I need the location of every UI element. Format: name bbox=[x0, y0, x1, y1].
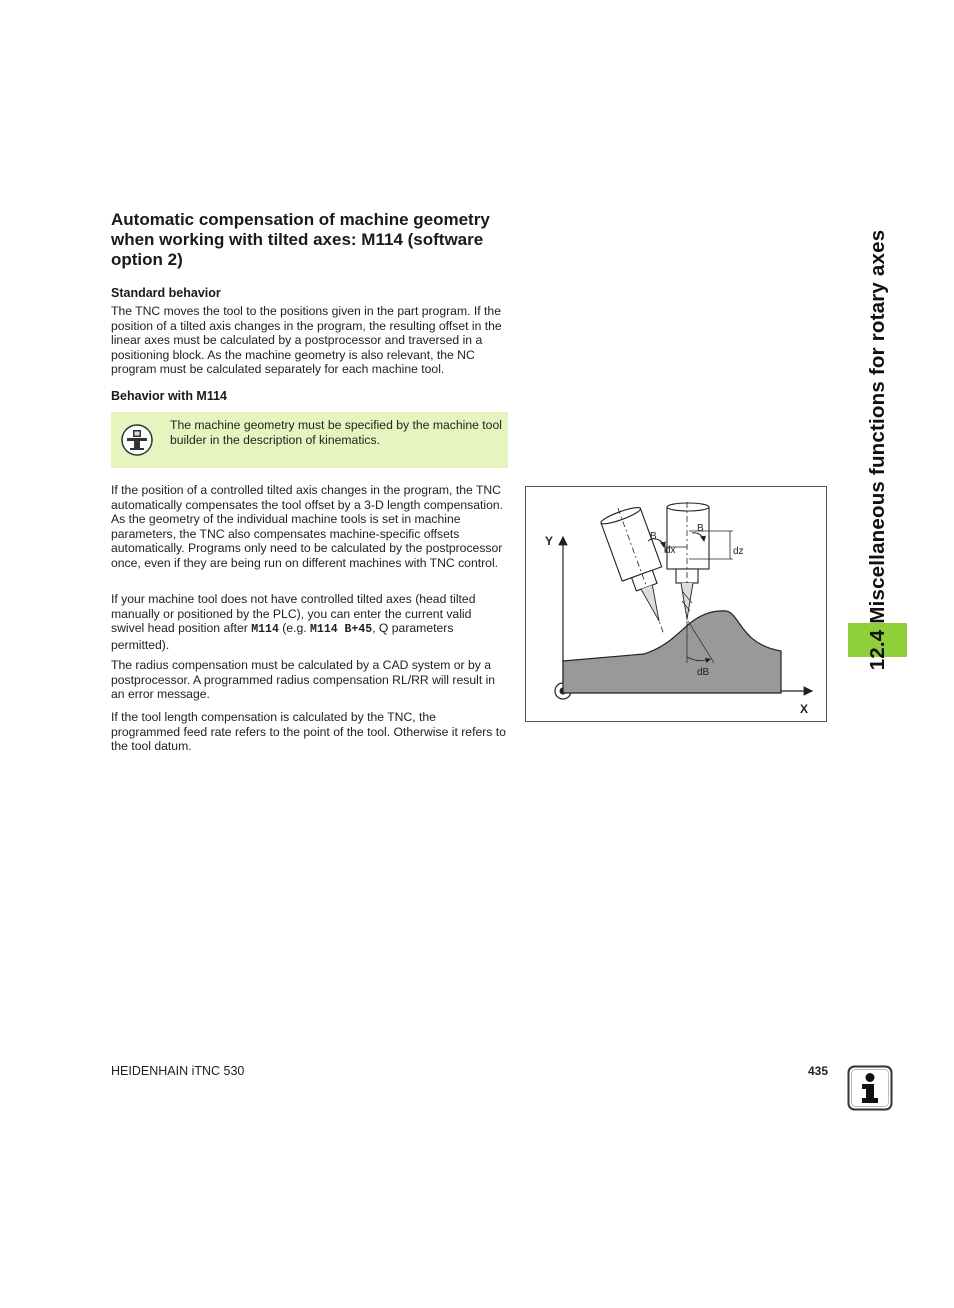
page-number: 435 bbox=[808, 1064, 829, 1078]
machine-note-icon bbox=[121, 424, 153, 456]
x-axis-label: X bbox=[800, 702, 809, 716]
vertical-spindle bbox=[667, 502, 709, 627]
paragraph-body-4: If the tool length compensation is calculated by the TNC, the programmed feed rate refers to the point of the tool. Otherwise it refers to the tool datum. bbox=[111, 710, 506, 753]
workpiece bbox=[563, 611, 781, 693]
note-text: The machine geometry must be specified by the machine tool builder in the description of kinematics. bbox=[170, 418, 502, 447]
tilted-axes-figure bbox=[525, 486, 827, 722]
label-b-right: B bbox=[697, 523, 704, 534]
info-icon bbox=[847, 1065, 893, 1111]
code-m114-b45: M114 B+45 bbox=[310, 623, 373, 636]
note-box bbox=[111, 412, 508, 468]
footer-product-name: HEIDENHAIN iTNC 530 bbox=[111, 1064, 245, 1078]
y-axis-label: Y bbox=[545, 534, 554, 548]
label-dx: dx bbox=[665, 545, 676, 556]
tilted-axes-diagram bbox=[526, 487, 826, 721]
section-title: Automatic compensation of machine geometry when working with tilted axes: M114 (software option 2) bbox=[111, 210, 490, 269]
p2-text-a: If your machine tool does not have controlled tilted axes (head tilted manually or positioned by the PLC), you can enter the current valid swivel head position after bbox=[111, 592, 476, 635]
paragraph-body-1: If the position of a controlled tilted axis changes in the program, the TNC automatically compensates the tool offset by a 3-D length compensation. As the geometry of the individual machine tools is set in machine parameters, the TNC also compensates machine-specific offsets automatically. Programs only need to be calculated by the postprocessor once, even if they are being run on different machines with TNC control. bbox=[111, 483, 504, 570]
chapter-side-title: 12.4 Miscellaneous functions for rotary axes bbox=[866, 229, 889, 671]
paragraph-body-3: The radius compensation must be calculated by a CAD system or by a postprocessor. A programmed radius compensation RL/RR will result in an error message. bbox=[111, 658, 496, 701]
label-db: dB bbox=[697, 667, 710, 678]
paragraph-standard-behavior: The TNC moves the tool to the positions given in the part program. If the position of a tilted axis changes in the program, the resulting offset in the linear axes must be calculated by a postprocessor and traversed in a positioning block. As the machine geometry is also relevant, the NC program must be calculated separately for each machine tool. bbox=[111, 304, 502, 376]
subhead-behavior-m114: Behavior with M114 bbox=[111, 389, 228, 403]
paragraph-body-2 bbox=[111, 592, 507, 652]
p2-text-c: , Q parameters permitted). bbox=[111, 621, 454, 652]
subhead-standard-behavior: Standard behavior bbox=[111, 286, 221, 300]
label-b-left: B bbox=[650, 531, 657, 542]
label-dz: dz bbox=[733, 546, 744, 557]
p2-text-b: (e.g. bbox=[278, 621, 311, 635]
code-m114: M114 bbox=[251, 623, 279, 636]
